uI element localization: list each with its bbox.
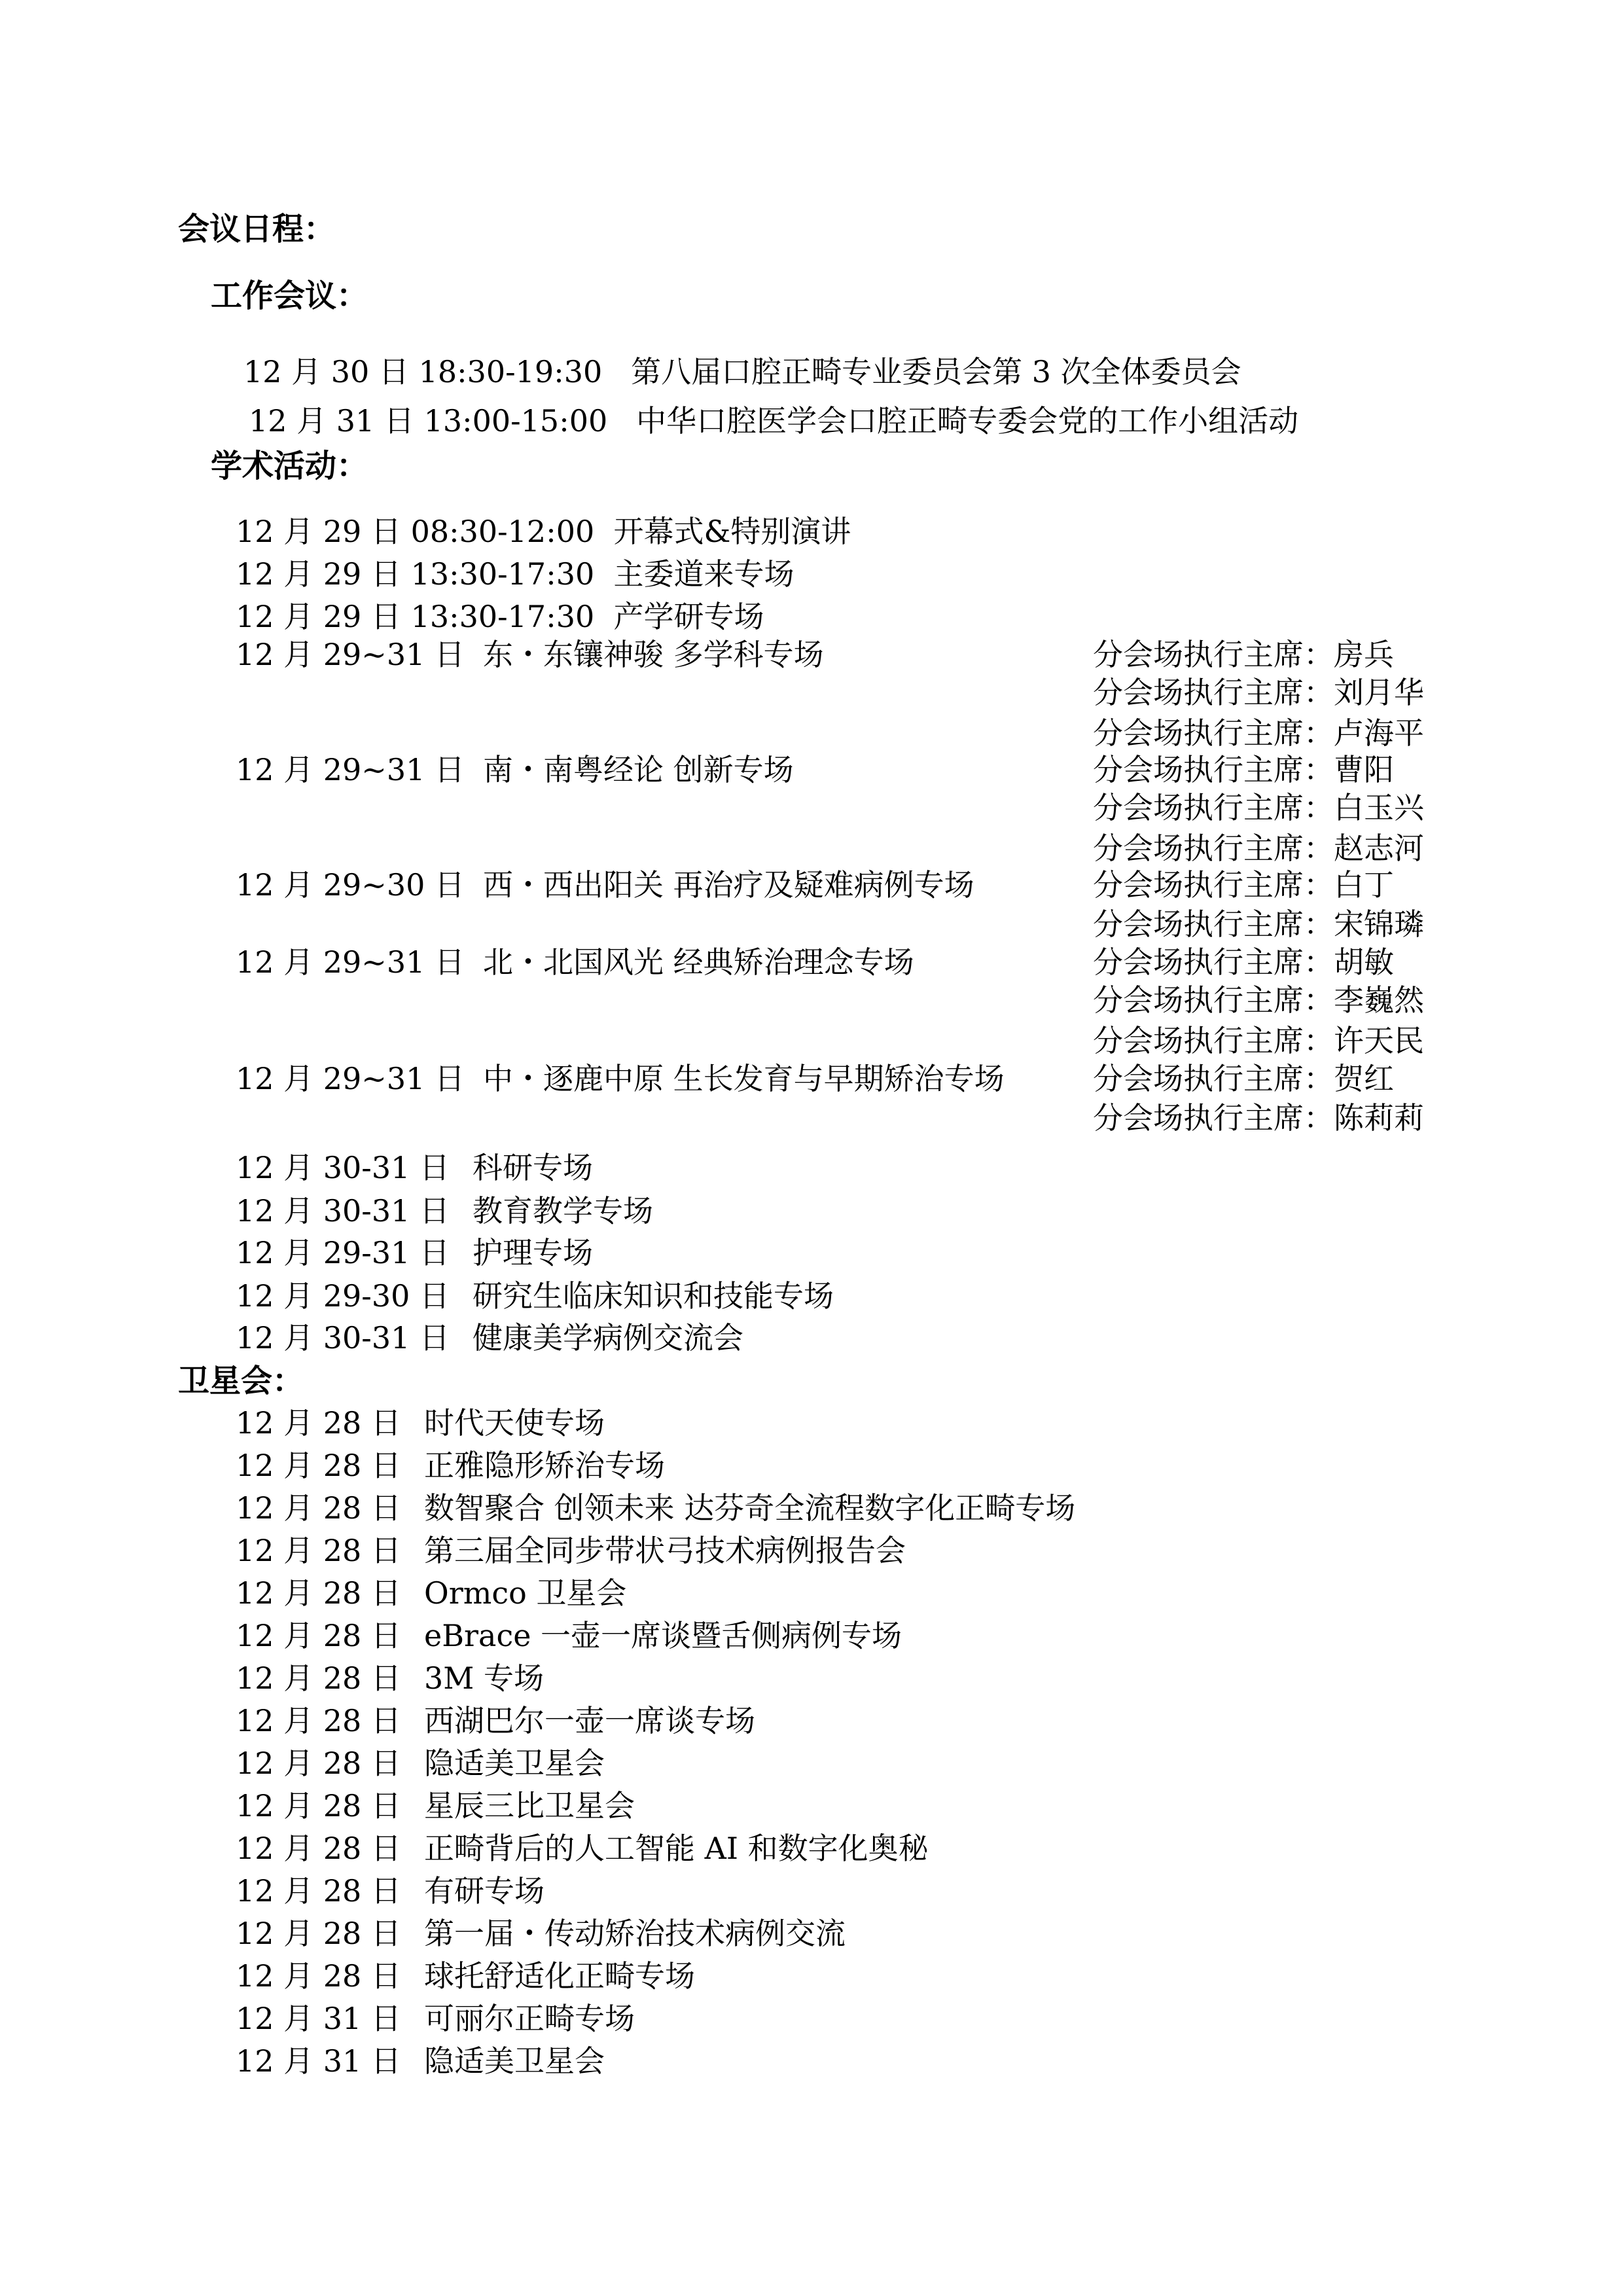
heading-satellite: 卫星会：	[178, 1363, 304, 1399]
satellite-title-1: 时代天使专场	[424, 1405, 605, 1441]
academic-session-3	[236, 598, 764, 635]
date: 12 月 31 日	[249, 403, 414, 439]
satellite-title-16: 隐适美卫星会	[424, 2043, 605, 2079]
satellite-date-15: 12 月 31 日	[236, 2001, 401, 2036]
academic-other-title-1: 科研专场	[473, 1150, 593, 1185]
academic-other-date-2: 12 月 30-31 日	[236, 1193, 450, 1229]
satellite-date-2: 12 月 28 日	[236, 1448, 401, 1483]
satellite-title-4: 第三届全同步带状弓技术病例报告会	[424, 1533, 906, 1568]
satellite-date-7: 12 月 28 日	[236, 1660, 401, 1696]
date: 12 月 30 日	[243, 354, 409, 389]
chair-5: 分会场执行主席：白玉兴	[1093, 790, 1424, 825]
venue-title-east: 东・东镶神骏 多学科专场	[483, 637, 824, 672]
date: 12 月 29 日	[236, 514, 401, 549]
venue-title-south: 南・南粤经论 创新专场	[483, 752, 794, 787]
title: 第八届口腔正畸专业委员会第 3 次全体委员会	[631, 354, 1241, 389]
chair-2: 分会场执行主席：刘月华	[1093, 675, 1424, 710]
venue-title-north: 北・北国风光 经典矫治理念专场	[483, 944, 914, 980]
heading-work-meetings: 工作会议：	[211, 278, 368, 314]
chair-11: 分会场执行主席：许天民	[1093, 1023, 1424, 1058]
work-meeting-2	[249, 403, 1298, 439]
time: 08:30-12:00	[410, 514, 595, 549]
time: 18:30-19:30	[418, 354, 603, 389]
time: 13:30-17:30	[410, 556, 595, 592]
date: 12 月 29 日	[236, 599, 401, 634]
academic-other-date-4: 12 月 29-30 日	[236, 1278, 450, 1314]
satellite-title-2: 正雅隐形矫治专场	[424, 1448, 665, 1483]
satellite-date-1: 12 月 28 日	[236, 1405, 401, 1441]
academic-other-title-5: 健康美学病例交流会	[473, 1320, 743, 1355]
satellite-date-10: 12 月 28 日	[236, 1788, 401, 1823]
chair-13: 分会场执行主席：陈莉莉	[1093, 1100, 1424, 1136]
academic-other-date-5: 12 月 30-31 日	[236, 1320, 450, 1355]
title: 产学研专场	[613, 599, 764, 634]
satellite-date-13: 12 月 28 日	[236, 1916, 401, 1951]
satellite-title-8: 西湖巴尔一壶一席谈专场	[424, 1703, 755, 1738]
time: 13:00-15:00	[423, 403, 608, 439]
academic-other-title-3: 护理专场	[473, 1235, 593, 1270]
venue-title-center: 中・逐鹿中原 生长发育与早期矫治专场	[483, 1061, 1005, 1096]
satellite-title-13: 第一届・传动矫治技术病例交流	[424, 1916, 846, 1951]
satellite-date-11: 12 月 28 日	[236, 1831, 401, 1866]
satellite-date-14: 12 月 28 日	[236, 1958, 401, 1994]
heading-academic: 学术活动：	[211, 448, 368, 484]
satellite-date-8: 12 月 28 日	[236, 1703, 401, 1738]
chair-6: 分会场执行主席：赵志河	[1093, 831, 1424, 866]
academic-session-2	[236, 556, 794, 592]
satellite-title-6: eBrace 一壶一席谈暨舌侧病例专场	[424, 1618, 902, 1653]
title: 开幕式&特别演讲	[613, 514, 851, 549]
academic-session-1	[236, 513, 851, 550]
venue-date-east: 12 月 29~31 日	[236, 637, 465, 672]
satellite-title-5: Ormco 卫星会	[424, 1575, 627, 1611]
academic-other-title-4: 研究生临床知识和技能专场	[473, 1278, 834, 1314]
academic-other-date-1: 12 月 30-31 日	[236, 1150, 450, 1185]
satellite-title-10: 星辰三比卫星会	[424, 1788, 635, 1823]
chair-12: 分会场执行主席：贺红	[1093, 1061, 1394, 1096]
academic-other-date-3: 12 月 29-31 日	[236, 1235, 450, 1270]
satellite-title-15: 可丽尔正畸专场	[424, 2001, 635, 2036]
academic-other-title-2: 教育教学专场	[473, 1193, 653, 1229]
satellite-title-14: 球托舒适化正畸专场	[424, 1958, 695, 1994]
venue-date-west: 12 月 29~30 日	[236, 867, 465, 903]
satellite-title-9: 隐适美卫星会	[424, 1746, 605, 1781]
satellite-date-9: 12 月 28 日	[236, 1746, 401, 1781]
venue-date-center: 12 月 29~31 日	[236, 1061, 465, 1096]
satellite-date-5: 12 月 28 日	[236, 1575, 401, 1611]
satellite-date-6: 12 月 28 日	[236, 1618, 401, 1653]
chair-4: 分会场执行主席：曹阳	[1093, 752, 1394, 787]
satellite-date-12: 12 月 28 日	[236, 1873, 401, 1909]
venue-title-west: 西・西出阳关 再治疗及疑难病例专场	[483, 867, 974, 903]
satellite-title-12: 有研专场	[424, 1873, 544, 1909]
chair-7: 分会场执行主席：白丁	[1093, 867, 1394, 903]
satellite-title-7: 3M 专场	[424, 1660, 544, 1696]
satellite-date-16: 12 月 31 日	[236, 2043, 401, 2079]
heading-schedule: 会议日程：	[178, 211, 336, 247]
satellite-date-3: 12 月 28 日	[236, 1490, 401, 1526]
work-meeting-1	[243, 353, 1241, 390]
time: 13:30-17:30	[410, 599, 595, 634]
chair-3: 分会场执行主席：卢海平	[1093, 715, 1424, 751]
chair-8: 分会场执行主席：宋锦璘	[1093, 906, 1424, 942]
venue-date-north: 12 月 29~31 日	[236, 944, 465, 980]
title: 中华口腔医学会口腔正畸专委会党的工作小组活动	[636, 403, 1299, 439]
satellite-title-3: 数智聚合 创领未来 达芬奇全流程数字化正畸专场	[424, 1490, 1076, 1526]
chair-9: 分会场执行主席：胡敏	[1093, 944, 1394, 980]
title: 主委道来专场	[613, 556, 794, 592]
chair-1: 分会场执行主席：房兵	[1093, 637, 1394, 672]
chair-10: 分会场执行主席：李巍然	[1093, 982, 1424, 1018]
satellite-title-11: 正畸背后的人工智能 AI 和数字化奥秘	[424, 1831, 929, 1866]
venue-date-south: 12 月 29~31 日	[236, 752, 465, 787]
satellite-date-4: 12 月 28 日	[236, 1533, 401, 1568]
date: 12 月 29 日	[236, 556, 401, 592]
